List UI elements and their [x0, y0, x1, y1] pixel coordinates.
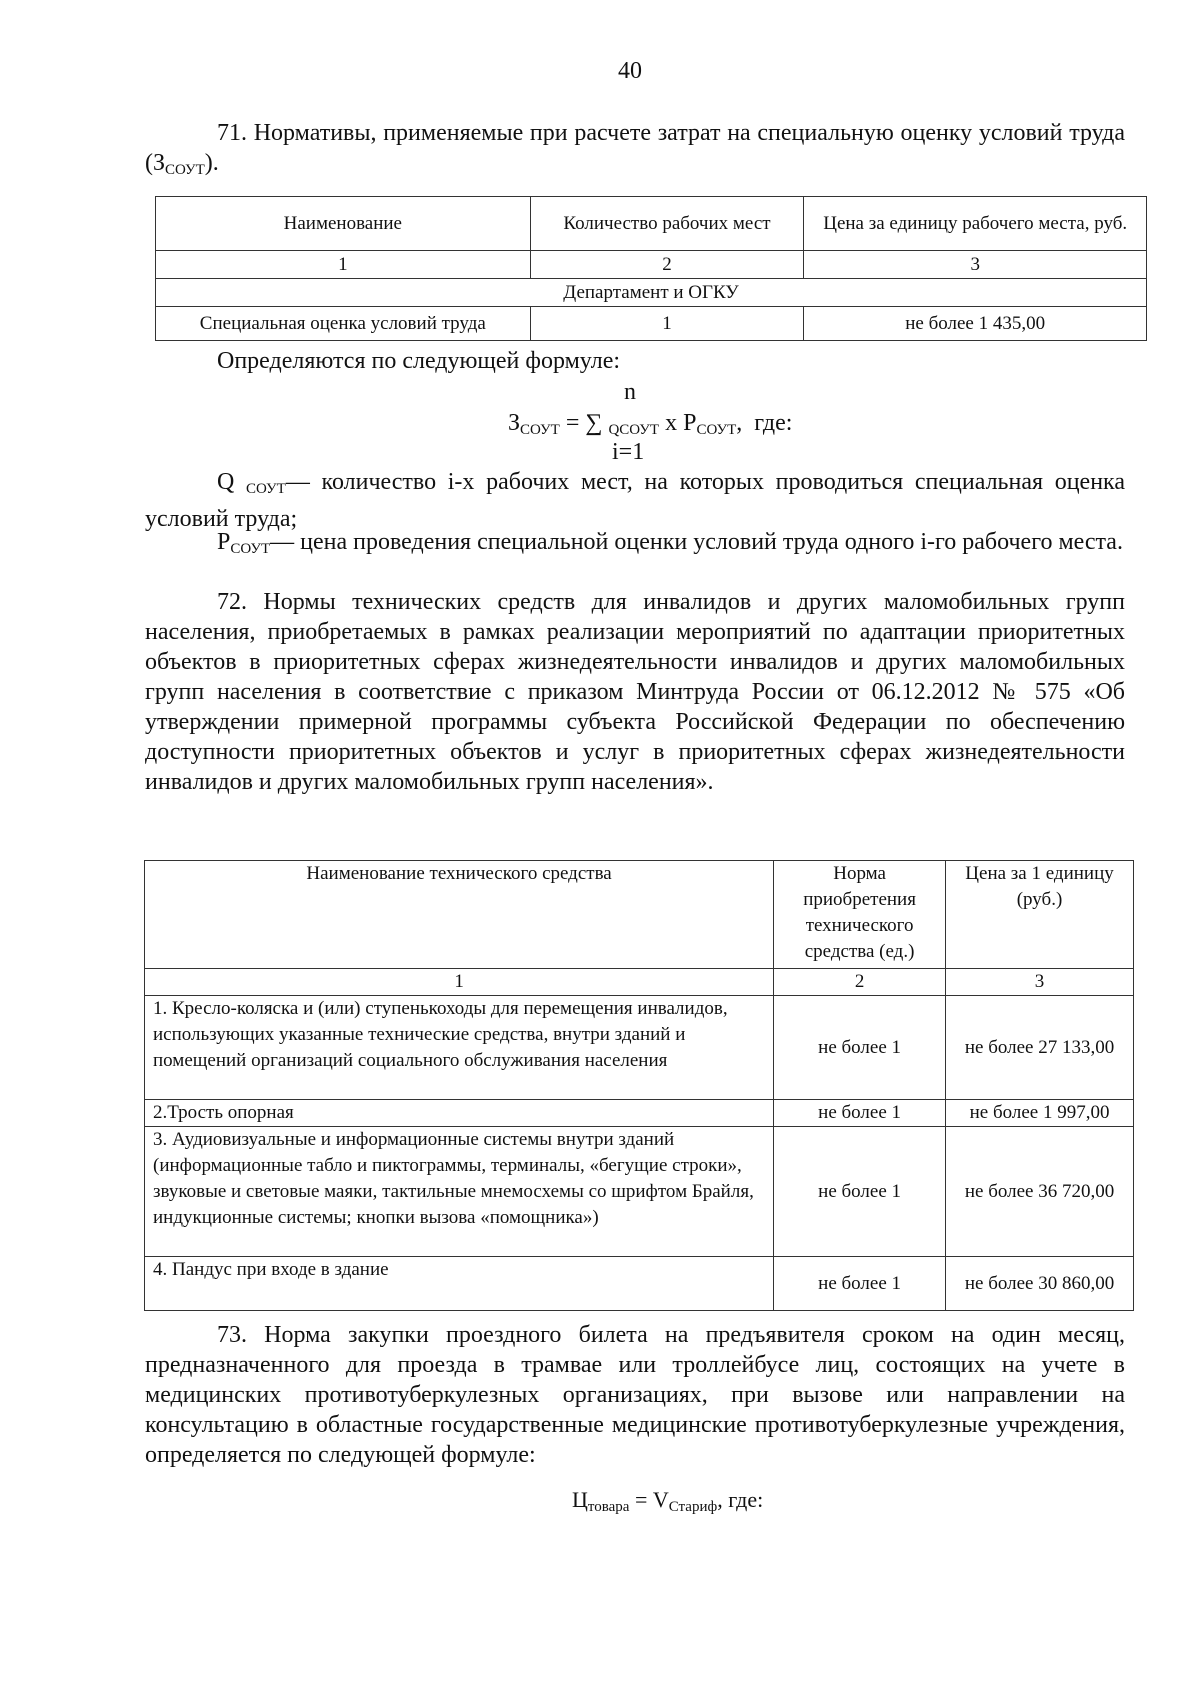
table2-header-price: Цена за 1 единицу (руб.) [946, 861, 1134, 969]
formula2-expression [572, 1485, 763, 1522]
table2-row1-price: не более 27 133,00 [946, 996, 1134, 1100]
table2-header-name: Наименование технического средства [145, 861, 774, 969]
table1-section-row [156, 279, 1147, 307]
table2-index-row [145, 969, 1134, 996]
definition-p [145, 527, 1125, 564]
table1-index-2: 2 [530, 251, 804, 279]
formula2-c: Ц [572, 1487, 588, 1512]
formula1-z: З [508, 410, 521, 436]
item-71-number: 71. [217, 120, 247, 146]
table2-row4-name: 4. Пандус при входе в здание [145, 1257, 774, 1311]
table1-header-price: Цена за единицу рабочего места, руб. [804, 197, 1147, 251]
table2-index-1: 1 [145, 969, 774, 996]
table2-row2-price: не более 1 997,00 [946, 1100, 1134, 1127]
formula1-p-sub: СОУТ [696, 422, 737, 438]
table-row [145, 996, 1134, 1100]
definition-q-sub: СОУТ [246, 481, 286, 497]
definition-p-text: — цена проведения специальной оценки условий труда одного i-го рабочего места. [270, 529, 1123, 555]
table2-row1-norm: не более 1 [774, 996, 946, 1100]
table1-header-name: Наименование [156, 197, 531, 251]
table2-header-row [145, 861, 1134, 969]
table1-data-row [156, 307, 1147, 341]
formula1-sum: = ∑ [559, 410, 609, 436]
table1-header-row [156, 197, 1147, 251]
table1-cell-count: 1 [530, 307, 804, 341]
table2-row3-norm: не более 1 [774, 1127, 946, 1257]
formula2-where: , где: [717, 1487, 764, 1512]
item-71-subscript: СОУТ [165, 162, 205, 178]
table1-cell-name: Специальная оценка условий труда [156, 307, 531, 341]
table2-row2-norm: не более 1 [774, 1100, 946, 1127]
table2-row1-name: 1. Кресло-коляска и (или) ступенькоходы для перемещения инвалидов, использующих указанные технические средства, внутри зданий и помещений организаций социального обслуживания населения [145, 996, 774, 1100]
table2-row2-name: 2.Трость опорная [145, 1100, 774, 1127]
formula1-lower-limit: i=1 [612, 439, 645, 465]
item-71-paragraph [145, 118, 1125, 185]
formula1-upper-limit: n [624, 379, 636, 405]
table2-row4-price: не более 30 860,00 [946, 1257, 1134, 1311]
definition-p-sub: СОУТ [230, 541, 271, 557]
formula2-c-sub: товара [587, 1499, 630, 1515]
table2-index-3: 3 [946, 969, 1134, 996]
table1-header-count: Количество рабочих мест [530, 197, 804, 251]
definition-q-label: Q [217, 469, 247, 495]
formula1-expression [508, 408, 792, 445]
table1-index-1: 1 [156, 251, 531, 279]
table1-cell-price: не более 1 435,00 [804, 307, 1147, 341]
item-71-text: Нормативы, применяемые при расчете затрат на специальную оценку условий труда (З [145, 120, 1126, 176]
item-71-tail: ). [204, 150, 219, 176]
table-row [145, 1127, 1134, 1257]
table2-index-2: 2 [774, 969, 946, 996]
table-row [145, 1257, 1134, 1311]
soat-norms-table [155, 196, 1147, 341]
formula1-intro: Определяются по следующей формуле: [217, 348, 621, 374]
table1-index-row [156, 251, 1147, 279]
definition-q [145, 467, 1125, 534]
formula1-times-p: х Р [659, 410, 697, 436]
formula2-v-sub: Стариф [668, 1499, 718, 1515]
table2-row3-name: 3. Аудиовизуальные и информационные системы внутри зданий (информационные табло и пиктограммы, терминалы, «бегущие строки», звуковые и световые маяки, тактильные мнемосхемы со шрифтом Брайля, индукционные системы; кнопки вызова «помощника») [145, 1127, 774, 1257]
table2-header-norm: Норма приобретения технического средства (ед.) [774, 861, 946, 969]
formula1-where: , где: [736, 410, 793, 436]
table2-row4-norm: не более 1 [774, 1257, 946, 1311]
technical-means-table [144, 860, 1134, 1311]
item-73-paragraph: 73. Норма закупки проездного билета на предъявителя сроком на один месяц, предназначенного для проезда в трамвае или троллейбусе лиц, состоящих на учете в медицинских противотуберкулезных организациях, при вызове или направлении на консультацию в областные государственные медицинские противотуберкулезные учреждения, определяется по следующей формуле: [145, 1322, 1125, 1468]
formula1-q-sub: QСОУТ [608, 422, 660, 438]
page-number: 40 [618, 58, 642, 84]
definition-q-text: — количество i-х рабочих мест, на которых проводиться специальная оценка условий труда; [145, 469, 1125, 532]
definition-p-label: Р [217, 529, 231, 555]
table1-index-3: 3 [804, 251, 1147, 279]
table2-row3-price: не более 36 720,00 [946, 1127, 1134, 1257]
item-72-paragraph: 72. Нормы технических средств для инвалидов и других маломобильных групп населения, приобретаемых в рамках реализации мероприятий по адаптации приоритетных объектов в приоритетных сферах жизнедеятельности инвалидов и других маломобильных групп населения в соответствие с приказом Минтруда России от 06.12.2012 № 575 «Об утверждении примерной программы субъекта Российской Федерации по обеспечению доступности приоритетных объектов и услуг в приоритетных сферах жизнедеятельности инвалидов и других маломобильных групп населения». [145, 589, 1125, 795]
table1-section: Департамент и ОГКУ [156, 279, 1147, 307]
formula1-z-sub: СОУТ [520, 422, 560, 438]
table-row [145, 1100, 1134, 1127]
formula2-eq-v: = V [629, 1487, 669, 1512]
